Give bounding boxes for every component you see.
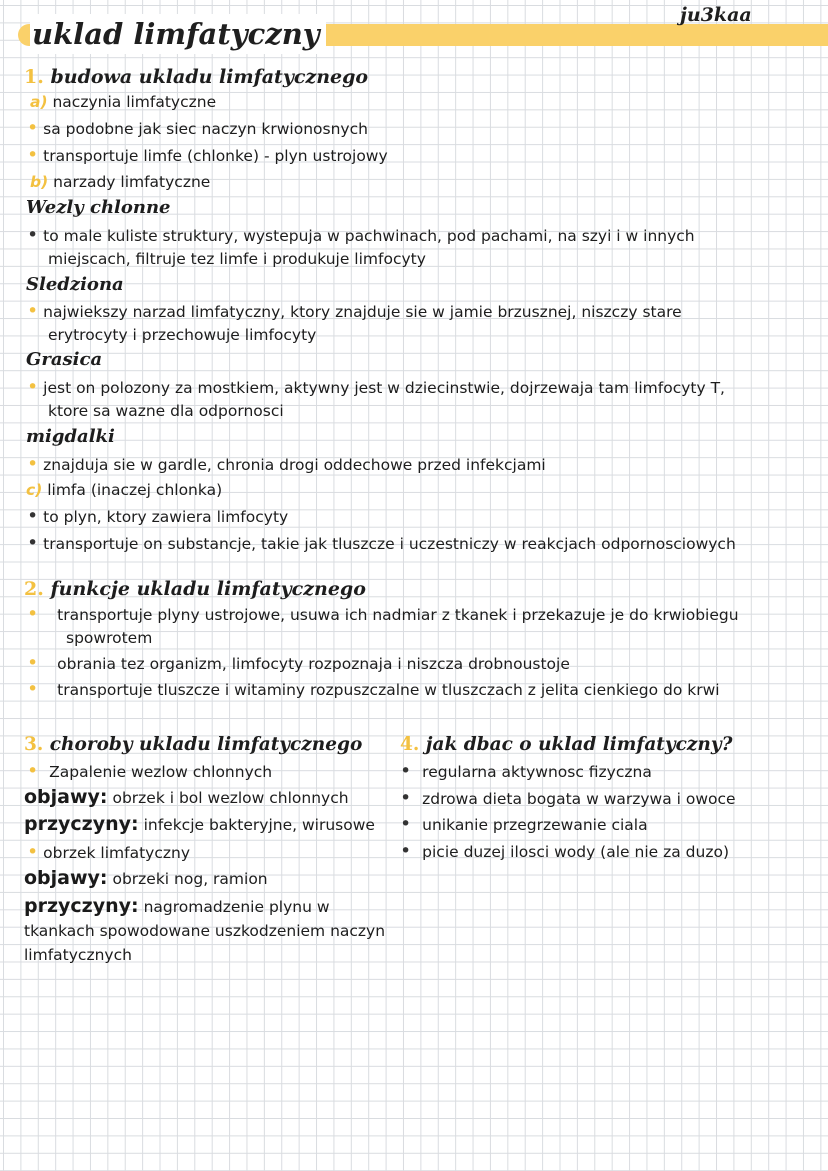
causes-label: przyczyny: [24, 813, 139, 835]
bullet-icon: • [27, 505, 39, 527]
list-item-text: picie duzej ilosci wody (ale nie za duzo) [422, 843, 729, 861]
list-item [27, 376, 725, 399]
list-item [27, 532, 736, 555]
list-item-text: transportuje on substancje, takie jak tluszcze i uczestniczy w reakcjach odpornosciowych [43, 535, 736, 553]
author-signature: ju3kaa [680, 4, 752, 26]
bullet-icon: • [27, 376, 39, 398]
section-2-title: funkcje ukladu limfatycznego [50, 578, 366, 600]
causes-line [24, 895, 330, 918]
list-item-continuation: ktore sa wazne dla odpornosci [48, 402, 284, 420]
bullet-icon: • [27, 453, 39, 475]
subsection-a-title: naczynia limfatyczne [52, 93, 217, 111]
section-2-number: 2. [24, 578, 44, 600]
bullet-icon: • [27, 760, 39, 782]
causes-text: nagromadzenie plynu w [143, 898, 330, 916]
section-3-title: choroby ukladu limfatycznego [49, 734, 363, 755]
symptoms-text: obrzek i bol wezlow chlonnych [112, 789, 349, 807]
list-item-text: zdrowa dieta bogata w warzywa i owoce [422, 790, 736, 808]
section-4-heading [400, 733, 732, 757]
section-1-number: 1. [24, 66, 44, 88]
symptoms-line [24, 786, 349, 809]
symptoms-line [24, 867, 268, 890]
list-item [27, 505, 288, 528]
list-item [400, 813, 648, 836]
list-item [27, 300, 682, 323]
list-item-text: sa podobne jak siec naczyn krwionosnych [43, 120, 368, 138]
section-3-heading [24, 733, 362, 757]
list-item [27, 117, 368, 140]
bullet-icon: • [27, 224, 39, 246]
symptoms-label: objawy: [24, 867, 108, 889]
list-item-text: Zapalenie wezlow chlonnych [49, 763, 273, 781]
list-item-text: transportuje limfe (chlonke) - plyn ustrojowy [43, 147, 388, 165]
list-item [27, 678, 720, 701]
list-item [400, 760, 652, 783]
subsection-b-title: narzady limfatyczne [53, 173, 211, 191]
subsection-c [26, 479, 222, 501]
wezly-heading: Wezly chlonne [26, 197, 171, 218]
list-item-text: najwiekszy narzad limfatyczny, ktory znajduje sie w jamie brzusznej, niszczy stare [43, 303, 682, 321]
list-item-continuation: miejscach, filtruje tez limfe i produkuje limfocyty [48, 250, 426, 268]
causes-continuation: tkankach spowodowane uszkodzeniem naczyn [24, 922, 386, 940]
list-item [27, 652, 570, 675]
list-item-text: regularna aktywnosc fizyczna [422, 763, 652, 781]
list-item-text: obrania tez organizm, limfocyty rozpoznaja i niszcza drobnoustoje [57, 655, 570, 673]
list-item [27, 144, 388, 167]
section-4-number: 4. [400, 734, 420, 755]
subsection-a-letter: a) [30, 93, 48, 111]
list-item [27, 603, 739, 626]
list-item-text: jest on polozony za mostkiem, aktywny jest w dziecinstwie, dojrzewaja tam limfocyty T, [43, 379, 725, 397]
list-item [400, 787, 736, 810]
section-3-number: 3. [24, 734, 44, 755]
sledziona-heading: Sledziona [26, 274, 124, 295]
bullet-icon: • [400, 787, 412, 809]
list-item-text: transportuje tluszcze i witaminy rozpuszczalne w tluszczach z jelita cienkiego do krwi [57, 681, 720, 699]
section-4-title: jak dbac o uklad limfatyczny? [425, 734, 733, 755]
migdalki-heading: migdalki [26, 426, 115, 447]
list-item [27, 760, 272, 783]
list-item-text: unikanie przegrzewanie ciala [422, 816, 648, 834]
causes-text: infekcje bakteryjne, wirusowe [143, 816, 375, 834]
bullet-icon: • [27, 144, 39, 166]
list-item-continuation: spowrotem [66, 629, 153, 647]
list-item [27, 224, 695, 247]
grasica-heading: Grasica [26, 349, 103, 370]
section-1-heading [24, 64, 368, 90]
list-item-continuation: erytrocyty i przechowuje limfocyty [48, 326, 317, 344]
bullet-icon: • [27, 603, 39, 625]
symptoms-text: obrzeki nog, ramion [112, 870, 268, 888]
causes-line [24, 813, 375, 836]
causes-label: przyczyny: [24, 895, 139, 917]
bullet-icon: • [400, 840, 412, 862]
subsection-b-letter: b) [30, 173, 49, 191]
bullet-icon: • [400, 760, 412, 782]
list-item [27, 453, 546, 476]
list-item [400, 840, 729, 863]
subsection-c-title: limfa (inaczej chlonka) [47, 481, 223, 499]
bullet-icon: • [27, 678, 39, 700]
list-item-text: znajduja sie w gardle, chronia drogi oddechowe przed infekcjami [43, 456, 546, 474]
bullet-icon: • [27, 532, 39, 554]
subsection-c-letter: c) [26, 481, 43, 499]
bullet-icon: • [400, 813, 412, 835]
causes-continuation: limfatycznych [24, 946, 132, 964]
page-title: uklad limfatyczny [30, 14, 326, 54]
bullet-icon: • [27, 652, 39, 674]
bullet-icon: • [27, 300, 39, 322]
bullet-icon: • [27, 117, 39, 139]
subsection-a [30, 91, 216, 113]
list-item-text: transportuje plyny ustrojowe, usuwa ich nadmiar z tkanek i przekazuje je do krwiobiegu [57, 606, 739, 624]
subsection-b [30, 171, 210, 193]
list-item-text: to male kuliste struktury, wystepuja w pachwinach, pod pachami, na szyi i w innych [43, 227, 695, 245]
list-item-text: to plyn, ktory zawiera limfocyty [43, 508, 289, 526]
list-item-text: obrzek limfatyczny [43, 844, 190, 862]
section-2-heading [24, 576, 366, 602]
bullet-icon: • [27, 841, 39, 863]
symptoms-label: objawy: [24, 786, 108, 808]
section-1-title: budowa ukladu limfatycznego [50, 66, 369, 88]
list-item [27, 841, 190, 864]
